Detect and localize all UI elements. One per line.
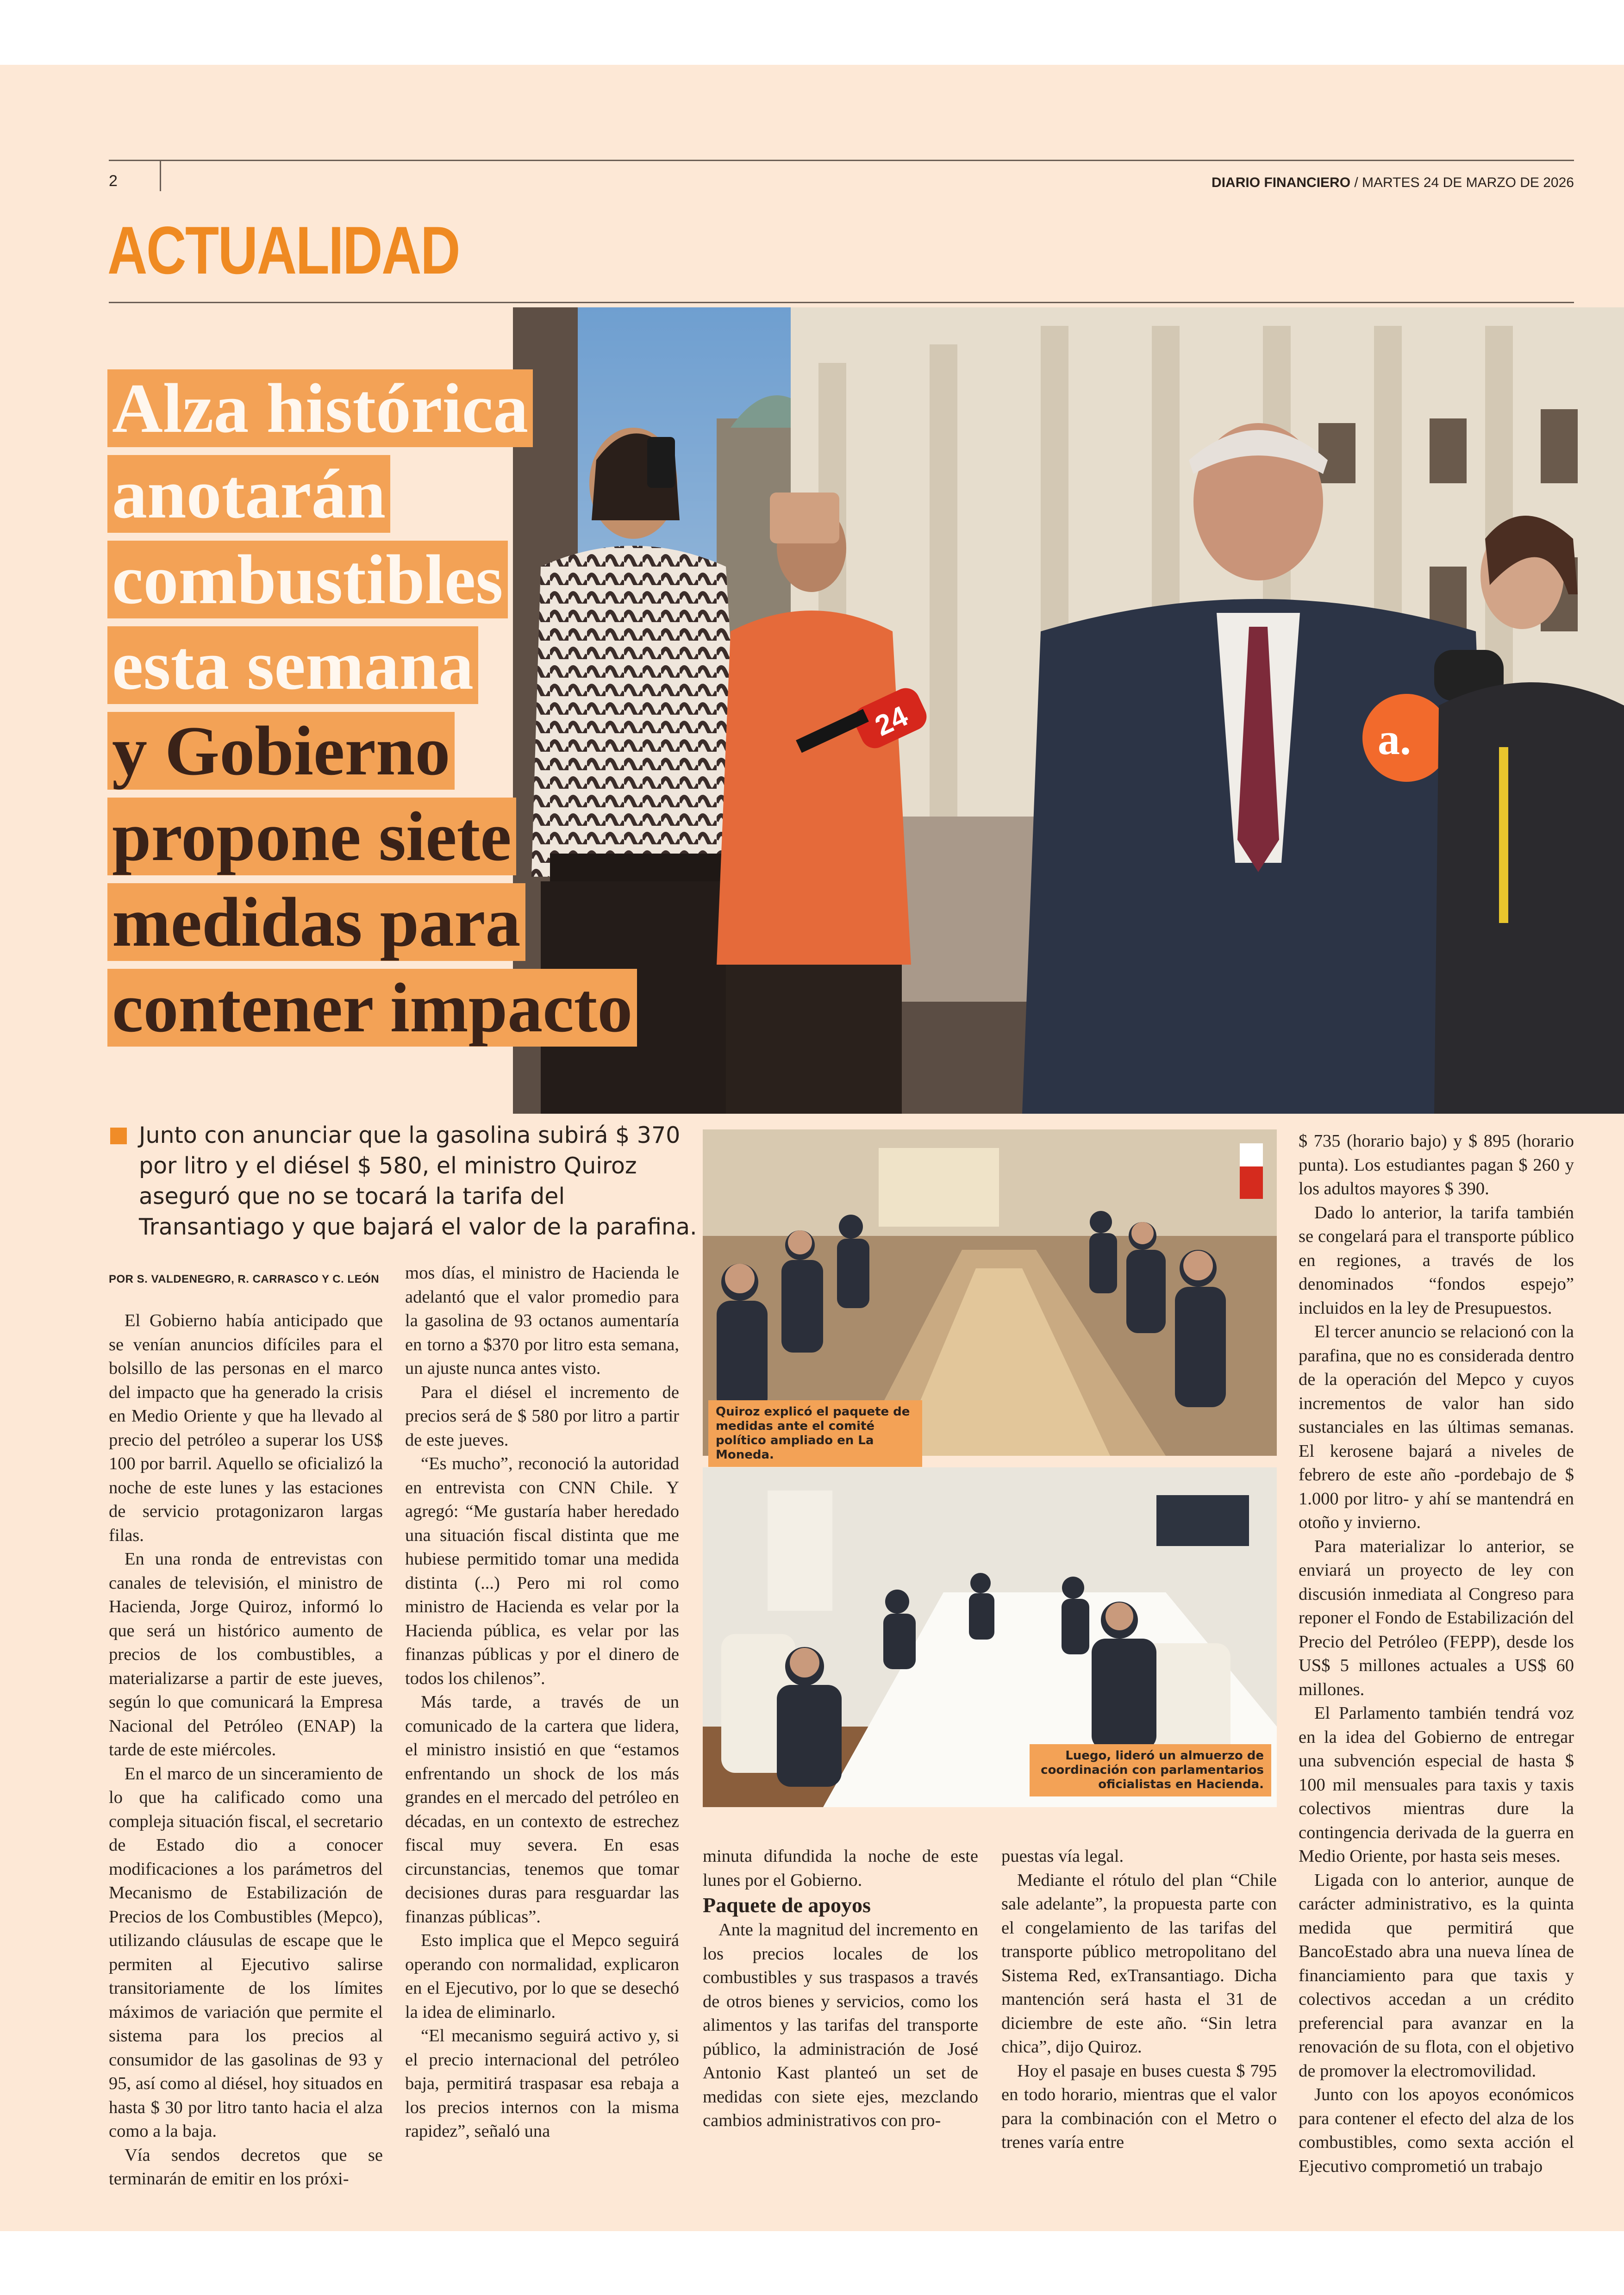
paragraph: Dado lo anterior, la tarifa también se congelará para el transporte público en regiones, a través de los denominados “fondos espejo” incluidos en la ley de Presupuestos. (1299, 1203, 1574, 1318)
paragraph: Ligada con lo anterior, aunque de carácter administrativo, es la quinta medida que permitirá que BancoEstado abra una nueva línea de financiamiento para que taxis y colectivos accedan a un crédito preferencial para avanzar en la renovación de su flota, con el objetivo de promover la electromovilidad. (1299, 1870, 1574, 2081)
byline: POR S. VALDENEGRO, R. CARRASCO Y C. LEÓN (109, 1273, 380, 1285)
paragraph: Ante la magnitud del incremento en los precios locales de los combustibles y sus traspasos a través de otros bienes y servicios, como los alimentos y las tarifas del transporte público, la administración de José Antonio Kast planteó un set de medidas con siete ejes, mezclando cambios administrativos con pro- (703, 1920, 978, 2130)
deck-summary: Junto con anunciar que la gasolina subirá $ 370 por litro y el diésel $ 580, el ministro Quiroz aseguró que no se tocará la tarifa del Transantiago y que bajará el valor de la parafina. (139, 1122, 697, 1240)
paragraph: Para el diésel el incremento de precios será de $ 580 por litro a partir de este jueves. (405, 1382, 679, 1450)
headline-line-5: y Gobierno (107, 712, 455, 790)
paragraph: Vía sendos decretos que se terminarán de emitir en los próxi- (109, 2145, 383, 2189)
headline-line-2: anotarán (107, 455, 390, 533)
paragraph: Mediante el rótulo del plan “Chile sale adelante”, la propuesta parte con el congelamiento de las tarifas del transporte público metropolitano del Sistema Red, exTransantiago. Dicha mantención será hasta el 31 de diciembre de este año. “Sin letra chica”, dijo Quiroz. (1001, 1870, 1277, 2057)
paragraph: Junto con los apoyos económicos para contener el efecto del alza de los combustibles, como sexta acción el Ejecutivo comprometió un trabajo (1299, 2085, 1574, 2176)
body-column-2 (405, 1261, 679, 2144)
headline-line-3: combustibles (107, 541, 508, 618)
headline (107, 366, 802, 1051)
paragraph: “El mecanismo seguirá activo y, si el precio internacional del petróleo baja, permitirá traspasar esa rebaja a los precios internos con la misma rapidez”, señaló una (405, 2026, 679, 2141)
deck-bullet-square (110, 1128, 127, 1144)
paragraph: El Parlamento también tendrá voz en la idea del Gobierno de entregar una subvención especial de hasta $ 100 mil mensuales para taxis y taxis colectivos mientras dure la contingencia derivada de la guerra en Medio Oriente, por hasta seis meses. (1299, 1703, 1574, 1866)
paragraph: “Es mucho”, reconoció la autoridad en entrevista con CNN Chile. Y agregó: “Me gustaría haber heredado una situación fiscal distinta que me hubiese permitido tomar una medida distinta (...) Pero mi rol como ministro de Hacienda es velar por la Hacienda pública, es velar por las finanzas públicas y por el dinero de todos los chilenos”. (405, 1454, 679, 1688)
section-rule (109, 302, 1574, 303)
paragraph: minuta difundida la noche de este lunes por el Gobierno. (703, 1846, 978, 1890)
masthead (1212, 175, 1574, 191)
photo-2-caption: Luego, lideró un almuerzo de coordinación con parlamentarios oficialistas en Hacienda. (1030, 1744, 1271, 1796)
paragraph: Hoy el pasaje en buses cuesta $ 795 en todo horario, mientras que el valor para la combinación con el Metro o trenes varía entre (1001, 2061, 1277, 2152)
body-column-4 (1001, 1845, 1277, 2155)
paragraph: El tercer anuncio se relacionó con la parafina, que no es considerada dentro de la operación del Mepco y cuyos incrementos de valor han sido sustanciales en las últimas semanas. El kerosene bajará a niveles de febrero de este año -pordebajo de $ 1.000 por litro- y ahí se mantendrá en otoño y invierno. (1299, 1322, 1574, 1532)
photo-1-caption: Quiroz explicó el paquete de medidas ante el comité político ampliado en La Moneda. (708, 1400, 922, 1467)
subheading: Paquete de apoyos (703, 1893, 871, 1917)
paragraph: En el marco de un sinceramiento de lo que ha calificado como una compleja situación fiscal, el secretario de Estado dio a conocer modificaciones a los parámetros del Mecanismo de Estabilización de Precios de los Combustibles (Mepco), utilizando cláusulas de escape que le permiten al Ejecutivo salirse transitoriamente de los límites máximos de variación que permite el sistema para los precios al consumidor de las gasolinas de 93 y 95, así como al diésel, hoy situados en hasta $ 30 por litro tanto hacia el alza como a la baja. (109, 1764, 383, 2141)
headline-line-4: esta semana (107, 626, 478, 704)
headline-line-6: propone siete (107, 798, 516, 875)
headline-line-8: contener impacto (107, 969, 637, 1047)
page-number: 2 (109, 172, 118, 190)
paragraph: $ 735 (horario bajo) y $ 895 (horario punta). Los estudiantes pagan $ 260 y los adultos mayores $ 390. (1299, 1131, 1574, 1198)
publication-name: DIARIO FINANCIERO (1212, 175, 1351, 190)
body-column-3 (703, 1845, 978, 2133)
body-column-1 (109, 1309, 383, 2191)
headline-line-1: Alza histórica (107, 369, 533, 447)
paragraph: En una ronda de entrevistas con canales de televisión, el ministro de Hacienda, Jorge Quiroz, informó lo que será un histórico aumento de precios de los combustibles, a materializarse a partir de este jueves, según lo que comunicará la Empresa Nacional del Petróleo (ENAP) la tarde de este miércoles. (109, 1549, 383, 1759)
headline-line-7: medidas para (107, 883, 525, 961)
mic-flag-a: a. (1378, 714, 1411, 764)
paragraph: Para materializar lo anterior, se enviará un proyecto de ley con discusión inmediata al Congreso para reponer el Fondo de Estabilización del Precio del Petróleo (FEPP), desde los US$ 5 millones actuales a US$ 60 millones. (1299, 1536, 1574, 1699)
paragraph: mos días, el ministro de Hacienda le adelantó que el valor promedio para la gasolina de 93 octanos aumentaría en torno a $370 por litro esta semana, un ajuste nunca antes visto. (405, 1263, 679, 1378)
section-title: ACTUALIDAD (107, 212, 460, 288)
page-number-divider (160, 160, 161, 191)
paragraph: El Gobierno había anticipado que se venían anuncios difíciles para el bolsillo de las personas en el marco del impacto que ha generado la crisis en Medio Oriente y que ha llevado al precio del petróleo a superar los US$ 100 por barril. Aquello se oficializó la noche de este lunes y las estaciones de servicio protagonizaron largas filas. (109, 1311, 383, 1545)
issue-date: / MARTES 24 DE MARZO DE 2026 (1354, 175, 1574, 190)
paragraph: Esto implica que el Mepco seguirá operando con normalidad, explicaron en el Ejecutivo, por lo que se desechó la idea de eliminarlo. (405, 1931, 679, 2022)
top-rule (109, 160, 1574, 161)
paragraph: Más tarde, a través de un comunicado de la cartera que lidera, el ministro insistió en que “estamos enfrentando un shock de los más grandes en el mercado del petróleo en décadas, en un contexto de estrechez fiscal muy severa. En esas circunstancias, tenemos que tomar decisiones duras para resguardar las finanzas públicas”. (405, 1692, 679, 1927)
mic-flag-24: 24 (870, 700, 913, 742)
body-column-5 (1299, 1129, 1574, 2178)
paragraph: puestas vía legal. (1001, 1846, 1124, 1866)
